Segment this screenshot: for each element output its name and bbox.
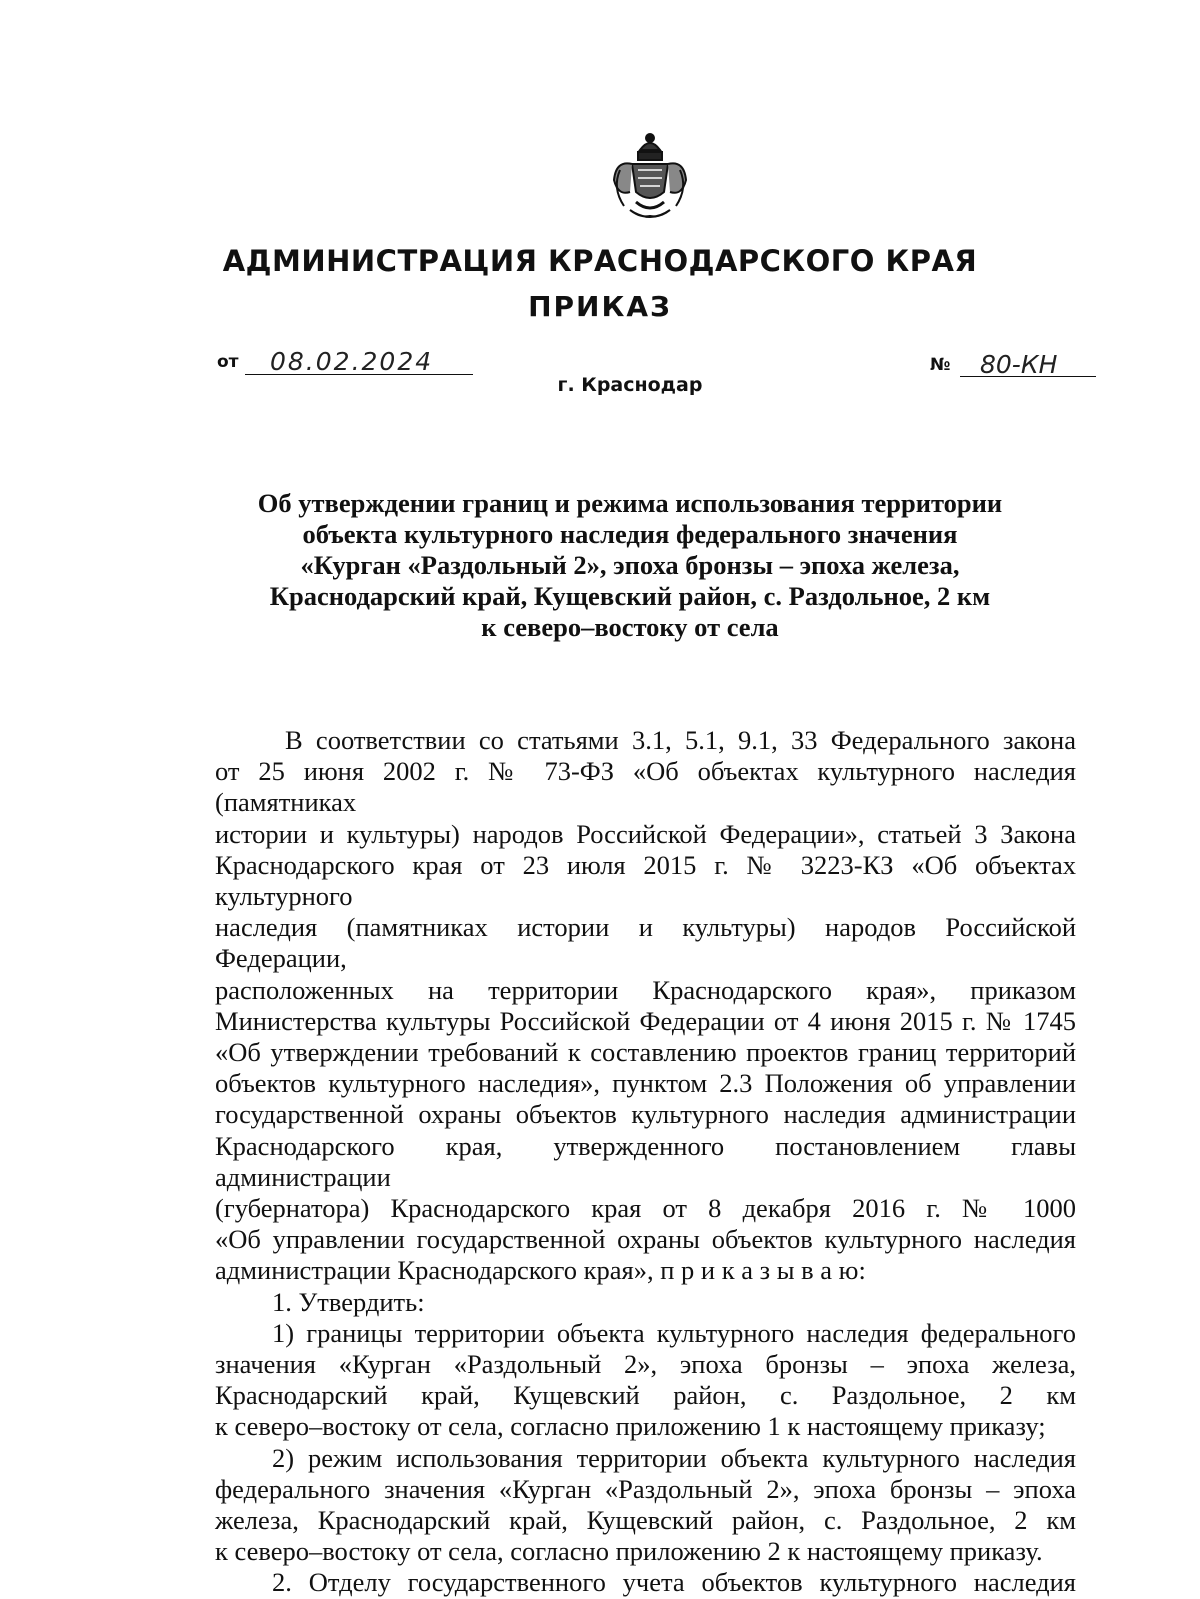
document-number: 80-КН <box>980 350 1058 379</box>
document-date: 08.02.2024 <box>270 347 434 376</box>
preamble-line: Краснодарского края от 23 июля 2015 г. № 3223-КЗ «Об объектах культурного <box>215 849 1076 912</box>
item-2-line: 2. Отделу государственного учета объектов культурного наследия <box>272 1567 1076 1598</box>
order-subject <box>200 488 1060 643</box>
preamble-line: истории и культуры) народов Российской Федерации», статьей 3 Закона <box>215 818 1076 849</box>
preamble-line: «Об утверждении требований к составлению проектов границ территорий <box>215 1037 1076 1068</box>
preamble-line: наследия (памятниках истории и культуры) народов Российской Федерации, <box>215 912 1076 974</box>
preamble-line: «Об управлении государственной охраны объектов культурного наследия <box>215 1224 1076 1255</box>
item-1-title: 1. Утвердить: <box>272 1286 425 1317</box>
date-label: от <box>217 352 239 372</box>
document-type: ПРИКАЗ <box>528 290 672 323</box>
preamble-line: государственной охраны объектов культурного наследия администрации <box>215 1099 1076 1130</box>
number-label: № <box>930 355 951 375</box>
item-1-1-line: Краснодарский край, Кущевский район, с. Раздольное, 2 км <box>215 1380 1076 1411</box>
preamble-line: от 25 июня 2002 г. № 73-ФЗ «Об объектах культурного наследия (памятниках <box>215 756 1076 818</box>
preamble-line: В соответствии со статьями 3.1, 5.1, 9.1, 33 Федерального закона <box>285 725 1076 755</box>
item-1-2-line: к северо–востоку от села, согласно приложению 2 к настоящему приказу. <box>215 1536 1043 1567</box>
preamble-line: Краснодарского края, утвержденного постановлением главы администрации <box>215 1130 1076 1192</box>
item-1-1-line: 1) границы территории объекта культурного наследия федерального <box>272 1317 1076 1348</box>
item-1-2-line: федерального значения «Курган «Раздольный 2», эпоха бронзы – эпоха <box>215 1473 1076 1504</box>
subject-line: к северо–востоку от села <box>481 612 779 642</box>
coat-of-arms-emblem <box>610 130 690 226</box>
subject-line: объекта культурного наследия федерального значения <box>302 519 958 549</box>
order-body <box>215 725 1076 1599</box>
city: г. Краснодар <box>557 374 703 396</box>
organization-title: АДМИНИСТРАЦИЯ КРАСНОДАРСКОГО КРАЯ <box>222 244 978 278</box>
preamble-line: объектов культурного наследия», пунктом 2.3 Положения об управлении <box>215 1068 1076 1099</box>
subject-line: «Курган «Раздольный 2», эпоха бронзы – эпоха железа, <box>300 550 960 580</box>
preamble-line: Министерства культуры Российской Федерации от 4 июня 2015 г. № 1745 <box>215 1005 1076 1036</box>
preamble-line: (губернатора) Краснодарского края от 8 декабря 2016 г. № 1000 <box>215 1193 1076 1224</box>
preamble-line: расположенных на территории Краснодарского края», приказом <box>215 974 1076 1005</box>
item-1-1-line: к северо–востоку от села, согласно приложению 1 к настоящему приказу; <box>215 1411 1046 1442</box>
item-1-2-line: 2) режим использования территории объекта культурного наследия <box>272 1442 1076 1473</box>
item-1-1-line: значения «Курган «Раздольный 2», эпоха бронзы – эпоха железа, <box>215 1349 1076 1380</box>
preamble-line: администрации Краснодарского края», п р и к а з ы в а ю: <box>215 1255 866 1286</box>
item-1-2-line: железа, Краснодарский край, Кущевский район, с. Раздольное, 2 км <box>215 1505 1076 1536</box>
subject-line: Краснодарский край, Кущевский район, с. Раздольное, 2 км <box>269 581 991 611</box>
subject-line: Об утверждении границ и режима использования территории <box>257 488 1003 518</box>
